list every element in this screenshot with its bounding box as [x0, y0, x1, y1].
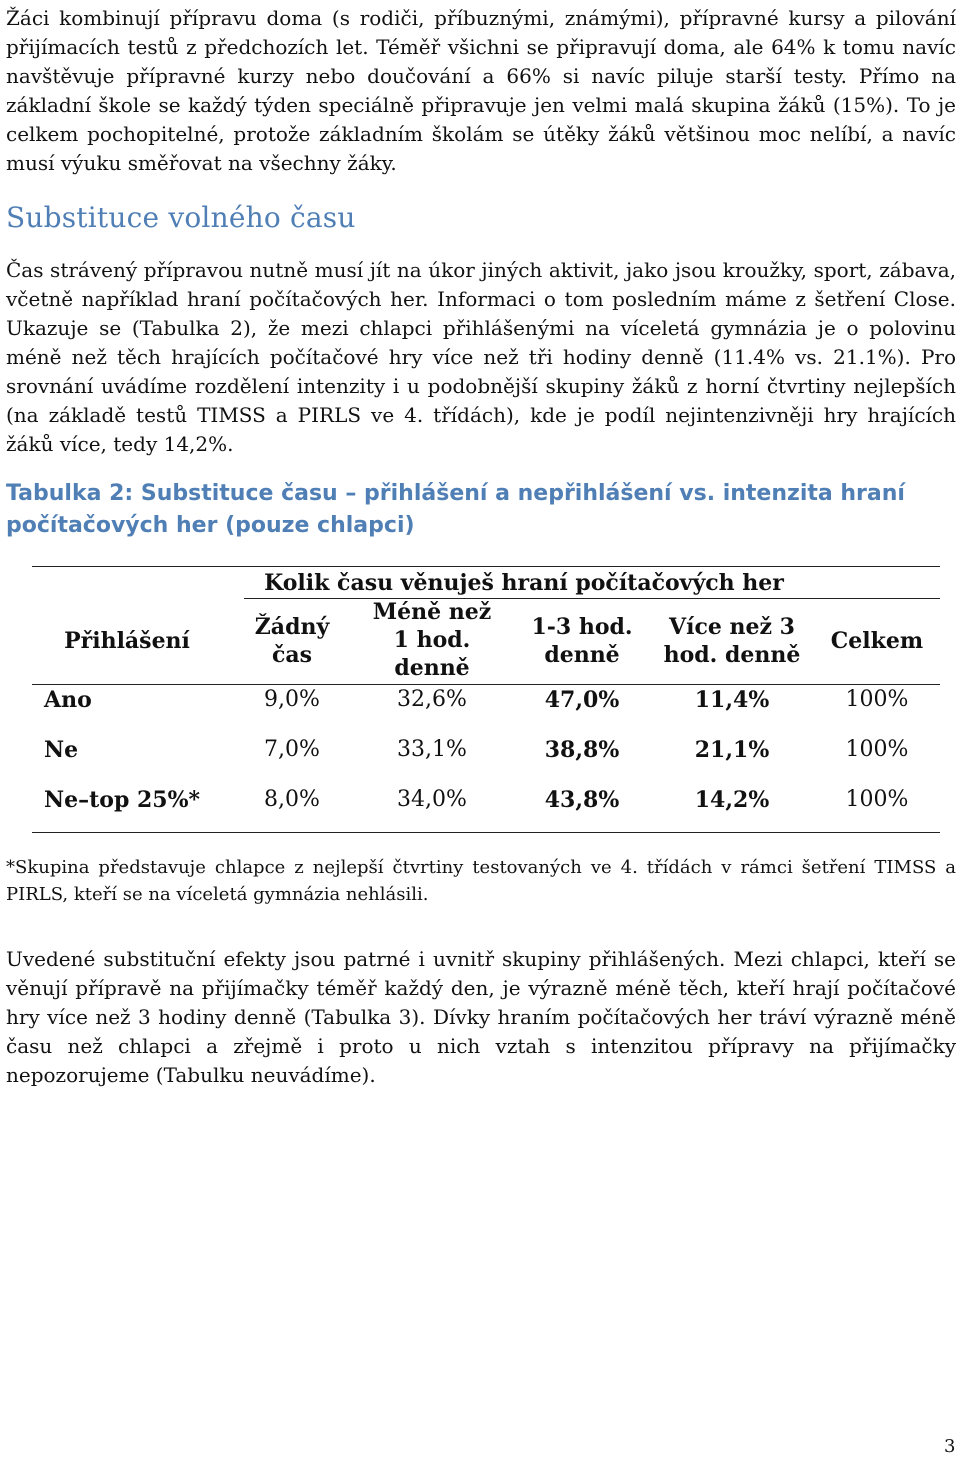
paragraph-preparation: Žáci kombinují přípravu doma (s rodiči, příbuznými, známými), přípravné kursy a pilování přijímacích testů z předchozích let. Téměř všichni se připravují doma, ale 64% k tomu navíc navštěvuje přípravné kurzy nebo doučování a 66% si navíc piluje starší testy. Přímo na základní škole se každý týden speciálně připravuje jen velmi malá skupina žáků (15%). To je celkem pochopitelné, protože základním školám se útěky žáků většinou moc nelíbí, a navíc musí výuku směřovat na všechny žáky.	[6, 6, 956, 175]
row-label-ne-top: Ne–top 25%*	[44, 787, 201, 813]
paragraph-effects: Uvedené substituční efekty jsou patrné i uvnitř skupiny přihlášených. Mezi chlapci, kteří se věnují přípravě na přijímačky téměř každý den, je výrazně méně těch, kteří hrají počítačové hry více než 3 hodiny denně (Tabulka 3). Dívky hraním počítačových her tráví výrazně méně času než chlapci a zřejmě i proto u nich vztah s intenzitou přípravy na přijímačky nepozorujeme (Tabulku neuvádíme).	[6, 947, 956, 1087]
table-cell: 8,0%	[264, 787, 320, 812]
col-header-no-time: Žádný čas	[254, 614, 330, 668]
table-bottom-rule	[32, 832, 940, 833]
table-cell: 100%	[845, 737, 909, 762]
row-header: Přihlášení	[64, 628, 190, 654]
section-heading: Substituce volného času	[6, 201, 356, 234]
group-header: Kolik času věnuješ hraní počítačových her	[264, 570, 784, 596]
table-cell: 21,1%	[694, 737, 770, 763]
row-label-ano: Ano	[44, 687, 92, 713]
col-header-total: Celkem	[830, 628, 924, 654]
table-cell: 32,6%	[397, 687, 467, 712]
page-number: 3	[944, 1436, 956, 1457]
table-cell: 47,0%	[544, 687, 620, 713]
table-cell: 34,0%	[397, 787, 467, 812]
col-header-1-3h: 1-3 hod. denně	[531, 614, 633, 668]
group-header-rule	[244, 598, 940, 599]
table-cell: 100%	[845, 787, 909, 812]
header-bottom-rule	[32, 684, 940, 685]
table-cell: 100%	[845, 687, 909, 712]
table-caption: Tabulka 2: Substituce času – přihlášení a nepřihlášení vs. intenzita hraní počítačových her (pouze chlapci)	[6, 481, 905, 538]
table-cell: 38,8%	[544, 737, 620, 763]
table-cell: 14,2%	[694, 787, 770, 813]
col-header-less-1h: Méně než 1 hod. denně	[372, 599, 492, 681]
row-label-ne: Ne	[44, 737, 79, 763]
table-top-rule	[32, 566, 940, 567]
table-cell: 9,0%	[264, 687, 320, 712]
table-cell: 11,4%	[694, 687, 770, 713]
col-header-more-3h: Více než 3 hod. denně	[663, 614, 801, 668]
paragraph-substitution: Čas strávený přípravou nutně musí jít na úkor jiných aktivit, jako jsou kroužky, sport, zábava, včetně například hraní počítačových her. Informaci o tom posledním máme z šetření Close. Ukazuje se (Tabulka 2), že mezi chlapci přihlášenými na víceletá gymnázia je o polovinu méně než těch hrajících počítačové hry více než tři hodiny denně (11.4% vs. 21.1%). Pro srovnání uvádíme rozdělení intenzity i u podobnější skupiny žáků z horní čtvrtiny nejlepších (na základě testů TIMSS a PIRLS ve 4. třídách), kde je podíl nejintenzivněji hry hrajících žáků více, tedy 14,2%.	[6, 258, 956, 456]
data-table	[32, 566, 940, 836]
table-cell: 43,8%	[544, 787, 620, 813]
table-cell: 33,1%	[397, 737, 467, 762]
table-footnote: *Skupina představuje chlapce z nejlepší čtvrtiny testovaných ve 4. třídách v rámci šetření TIMSS a PIRLS, kteří se na víceletá gymnázia nehlásili.	[6, 857, 956, 905]
table-cell: 7,0%	[264, 737, 320, 762]
